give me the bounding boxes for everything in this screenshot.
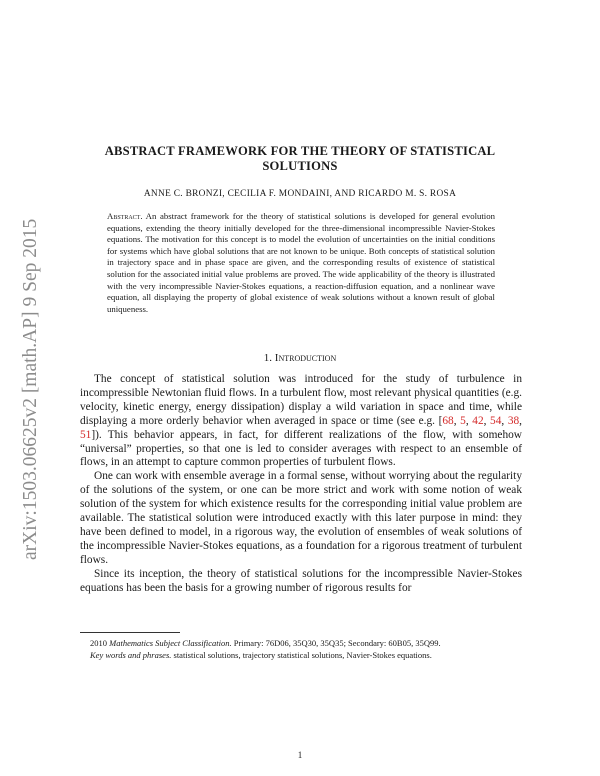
section-name: Introduction	[274, 352, 337, 364]
paragraph-2: One can work with ensemble average in a formal sense, without worrying about the regularity of the solutions of the system, or one can be more strict and work with some notion of weak solution of the system for which existence results for the corresponding initial value problem are available. The statistical solution were introduced exactly with this later purpose in mind: they have been defined to model, in a rigorous way, the evolution of ensembles of weak solutions of the incompressible Navier-Stokes equations, as a foundation for a rigorous treatment of turbulent flows.	[80, 470, 522, 566]
paragraph-1-text: The concept of statistical solution was introduced for the study of turbulence in incompressible Newtonian fluid flows. In a turbulent flow, most relevant physical quantities (e.g. velocity, kinetic energy, energy dissipation) display a wild variation in space and time, while displaying a more orderly behavior when averaged in space or time (see e.g. [	[80, 373, 522, 427]
citation-link[interactable]: 54	[490, 414, 502, 427]
arxiv-identifier-stamp: arXiv:1503.06625v2 [math.AP] 9 Sep 2015	[20, 218, 41, 560]
paper-title	[70, 144, 530, 174]
footnote-keywords-label: Key words and phrases.	[90, 649, 172, 660]
footnote-msc-year: 2010	[90, 638, 107, 648]
footnote-keywords-text: statistical solutions, trajectory statistical solutions, Navier-Stokes equations.	[173, 649, 432, 660]
citation-link[interactable]: 5	[460, 414, 466, 427]
title-line-1: ABSTRACT FRAMEWORK FOR THE THEORY OF STATISTICAL	[104, 144, 496, 158]
author-list: ANNE C. BRONZI, CECILIA F. MONDAINI, AND RICARDO M. S. ROSA	[143, 189, 457, 199]
citation-link[interactable]: 38	[507, 414, 520, 427]
page-number: 1	[297, 750, 303, 760]
citation-link[interactable]: 42	[472, 414, 484, 427]
abstract-text: An abstract framework for the theory of statistical solutions is developed for general evolution equations, extending the theory initially developed for the three-dimensional incompressible Navier-Stokes equations. The motivation for this concept is to model the evolution of uncertainties on the initial conditions for systems which have global solutions that are not known to be unique. Both concepts of statistical solution in trajectory space and in phase space are given, and the corresponding results of existence of statistical solution for the associated initial value problems are proved. The wide applicability of the theory is illustrated with the very incompressible Navier-Stokes equations, a reaction-diffusion equation, and a nonlinear wave equation, all displaying the property of global existence of weak solutions without a known result of global uniqueness.	[107, 211, 495, 314]
paragraph-3: Since its inception, the theory of statistical solutions for the incompressible Navier-Stokes equations has been the basis for a growing number of rigorous results for	[80, 567, 522, 594]
body-text	[80, 373, 522, 596]
title-line-2: SOLUTIONS	[262, 159, 338, 173]
section-number: 1.	[263, 352, 273, 364]
footnote-msc-label: Mathematics Subject Classification.	[109, 638, 232, 648]
footnote-msc	[80, 638, 522, 650]
footnotes	[80, 638, 522, 661]
footnote-rule	[80, 632, 180, 633]
abstract-heading: Abstract.	[107, 211, 143, 221]
citation-link[interactable]: 68	[442, 414, 454, 427]
paragraph-1-continuation: ]). This behavior appears, in fact, for different realizations of the flow, with somehow “universal” properties, so that one is led to consider averages with respect to an ensemble of flows, in an attempt to capture common properties of turbulent flows.	[80, 428, 522, 469]
citation-link[interactable]: 51	[80, 428, 92, 441]
footnote-msc-text: Primary: 76D06, 35Q30, 35Q35; Secondary: 60B05, 35Q99.	[233, 638, 441, 648]
paragraph-1: The concept of statistical solution was introduced for the study of turbulence in incompressible Newtonian fluid flows. In a turbulent flow, most relevant physical quantities (e.g. velocity, kinetic energy, energy dissipation) display a wild variation in space and time, while displaying a more orderly behavior when averaged in space or time (see e.g. [68, 5, 42, 54, 38, 51]). This behavior appears, in fact, for different realizations of the flow, with somehow “universal” properties, so that one is led to consider averages with respect to an ensemble of flows, in an attempt to capture common properties of turbulent flows.	[80, 373, 523, 469]
footnote-keywords	[80, 650, 522, 662]
section-heading	[70, 352, 530, 364]
abstract	[107, 211, 495, 315]
